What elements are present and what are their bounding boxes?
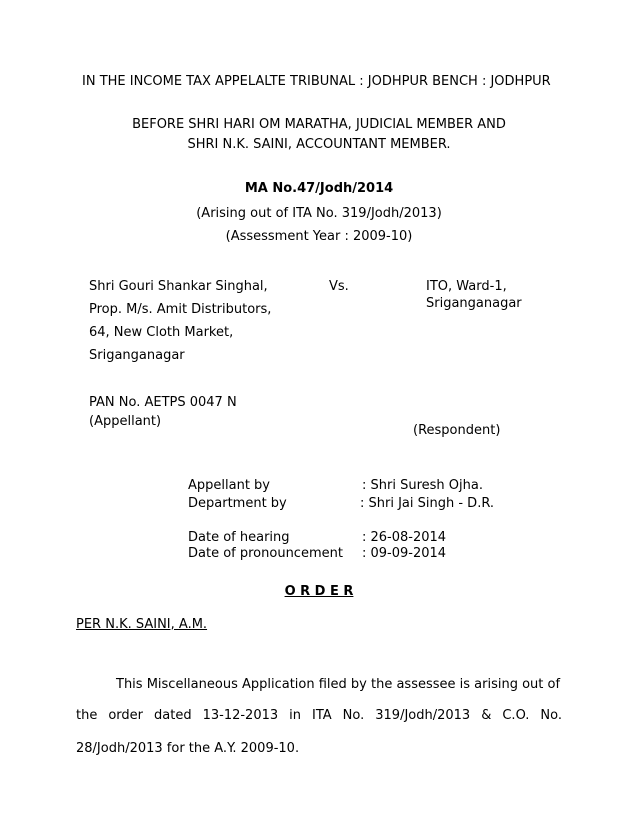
respondent-role: (Respondent) <box>413 423 501 438</box>
department-by-value: : Shri Jai Singh - D.R. <box>360 496 495 511</box>
respondent-office: ITO, Ward-1, <box>426 279 507 294</box>
appellant-by-label: Appellant by <box>188 478 270 493</box>
hearing-date-label: Date of hearing <box>188 530 290 545</box>
pronouncement-date-value: : 09-09-2014 <box>362 546 447 561</box>
assessment-year: (Assessment Year : 2009-10) <box>225 229 413 244</box>
bench-line-2: SHRI N.K. SAINI, ACCOUNTANT MEMBER. <box>187 137 451 152</box>
order-paragraph-line-1: This Miscellaneous Application filed by the assessee is arising out of <box>116 677 561 692</box>
bench-line-1: BEFORE SHRI HARI OM MARATHA, JUDICIAL MEMBER AND <box>132 117 506 132</box>
respondent-city: Sriganganagar <box>426 296 522 311</box>
hearing-date-value: : 26-08-2014 <box>362 530 447 545</box>
pronouncement-date-label: Date of pronouncement <box>188 546 343 561</box>
appellant-role: (Appellant) <box>89 414 162 429</box>
order-paragraph-line-3: 28/Jodh/2013 for the A.Y. 2009-10. <box>76 741 300 756</box>
appellant-address: 64, New Cloth Market, <box>89 325 234 340</box>
order-paragraph-line-2: the order dated 13-12-2013 in ITA No. 319/Jodh/2013 & C.O. No. <box>76 708 562 723</box>
appellant-by-value: : Shri Suresh Ojha. <box>362 478 483 493</box>
arising-out-of: (Arising out of ITA No. 319/Jodh/2013) <box>196 206 442 221</box>
versus: Vs. <box>329 279 349 294</box>
order-heading: O R D E R <box>284 584 354 599</box>
department-by-label: Department by <box>188 496 287 511</box>
appellant-name: Shri Gouri Shankar Singhal, <box>89 279 268 294</box>
tribunal-heading: IN THE INCOME TAX APPELALTE TRIBUNAL : JODHPUR BENCH : JODHPUR <box>82 74 551 89</box>
appellant-firm: Prop. M/s. Amit Distributors, <box>89 302 272 317</box>
appellant-city: Sriganganagar <box>89 348 185 363</box>
per-member: PER N.K. SAINI, A.M. <box>76 617 208 632</box>
ma-number: MA No.47/Jodh/2014 <box>244 181 394 196</box>
pan-number: PAN No. AETPS 0047 N <box>89 395 237 410</box>
